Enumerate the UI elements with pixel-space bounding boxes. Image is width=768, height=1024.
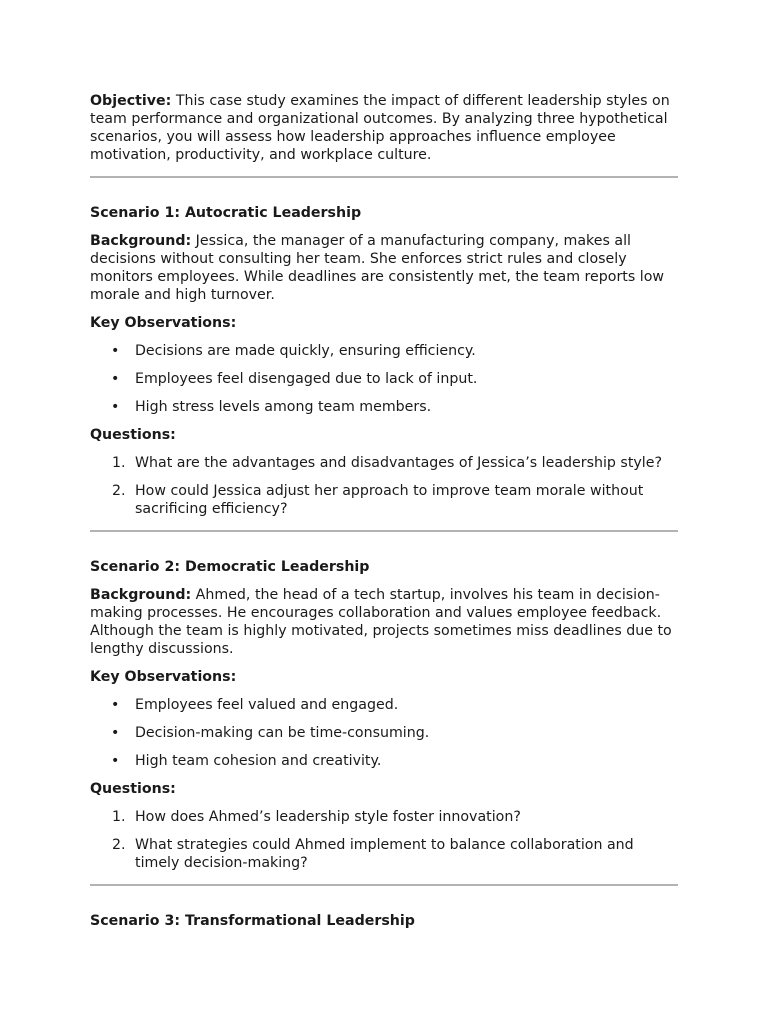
scenario-1 bbox=[90, 204, 678, 518]
objective-text: This case study examines the impact of different leadership styles on team performance and organizational outcomes. By analyzing three hypothetical scenarios, you will assess how leadership approaches influence employee motivation, productivity, and workplace culture. bbox=[90, 93, 670, 163]
observation-item: • Employees feel disengaged due to lack of input. bbox=[90, 370, 678, 388]
question-number: 2. bbox=[112, 483, 126, 499]
question-text: What strategies could Ahmed implement to balance collaboration and timely decision-making? bbox=[135, 837, 634, 871]
observation-item: • Employees feel valued and engaged. bbox=[90, 696, 678, 714]
section-divider bbox=[90, 176, 678, 178]
observation-item: • Decisions are made quickly, ensuring efficiency. bbox=[90, 342, 678, 360]
question-item bbox=[90, 808, 678, 826]
scenario-2 bbox=[90, 558, 678, 872]
document-page bbox=[90, 92, 678, 940]
scenario-3 bbox=[90, 912, 678, 930]
scenario-title: Scenario 2: Democratic Leadership bbox=[90, 559, 370, 575]
objective-paragraph bbox=[90, 92, 678, 164]
observation-item: • High stress levels among team members. bbox=[90, 398, 678, 416]
questions-list bbox=[90, 808, 678, 872]
question-text: How could Jessica adjust her approach to improve team morale without sacrificing efficiency? bbox=[135, 483, 644, 517]
questions-heading: Questions: bbox=[90, 427, 176, 443]
question-number: 1. bbox=[112, 809, 126, 825]
questions-heading: Questions: bbox=[90, 781, 176, 797]
question-number: 1. bbox=[112, 455, 126, 471]
section-divider bbox=[90, 884, 678, 886]
question-text: What are the advantages and disadvantages of Jessica’s leadership style? bbox=[135, 455, 662, 471]
background-paragraph bbox=[90, 586, 678, 658]
observation-item: • High team cohesion and creativity. bbox=[90, 752, 678, 770]
question-item bbox=[90, 482, 678, 518]
background-text: Jessica, the manager of a manufacturing company, makes all decisions without consulting her team. She enforces strict rules and closely monitors employees. While deadlines are consistently met, the team reports low morale and high turnover. bbox=[90, 233, 664, 303]
observation-item: • Decision-making can be time-consuming. bbox=[90, 724, 678, 742]
question-item bbox=[90, 454, 678, 472]
background-text: Ahmed, the head of a tech startup, involves his team in decision-making processes. He encourages collaboration and values employee feedback. Although the team is highly motivated, projects sometimes miss deadlines due to lengthy discussions. bbox=[90, 587, 672, 657]
questions-list bbox=[90, 454, 678, 518]
observations-list bbox=[90, 342, 678, 416]
scenario-title: Scenario 1: Autocratic Leadership bbox=[90, 205, 362, 221]
background-paragraph bbox=[90, 232, 678, 304]
key-observations-heading: Key Observations: bbox=[90, 315, 237, 331]
section-divider bbox=[90, 530, 678, 532]
background-label: Background: bbox=[90, 587, 192, 603]
question-text: How does Ahmed’s leadership style foster innovation? bbox=[135, 809, 521, 825]
background-label: Background: bbox=[90, 233, 192, 249]
question-item bbox=[90, 836, 678, 872]
observations-list bbox=[90, 696, 678, 770]
question-number: 2. bbox=[112, 837, 126, 853]
objective-label: Objective: bbox=[90, 93, 172, 109]
scenario-title: Scenario 3: Transformational Leadership bbox=[90, 913, 415, 929]
key-observations-heading: Key Observations: bbox=[90, 669, 237, 685]
